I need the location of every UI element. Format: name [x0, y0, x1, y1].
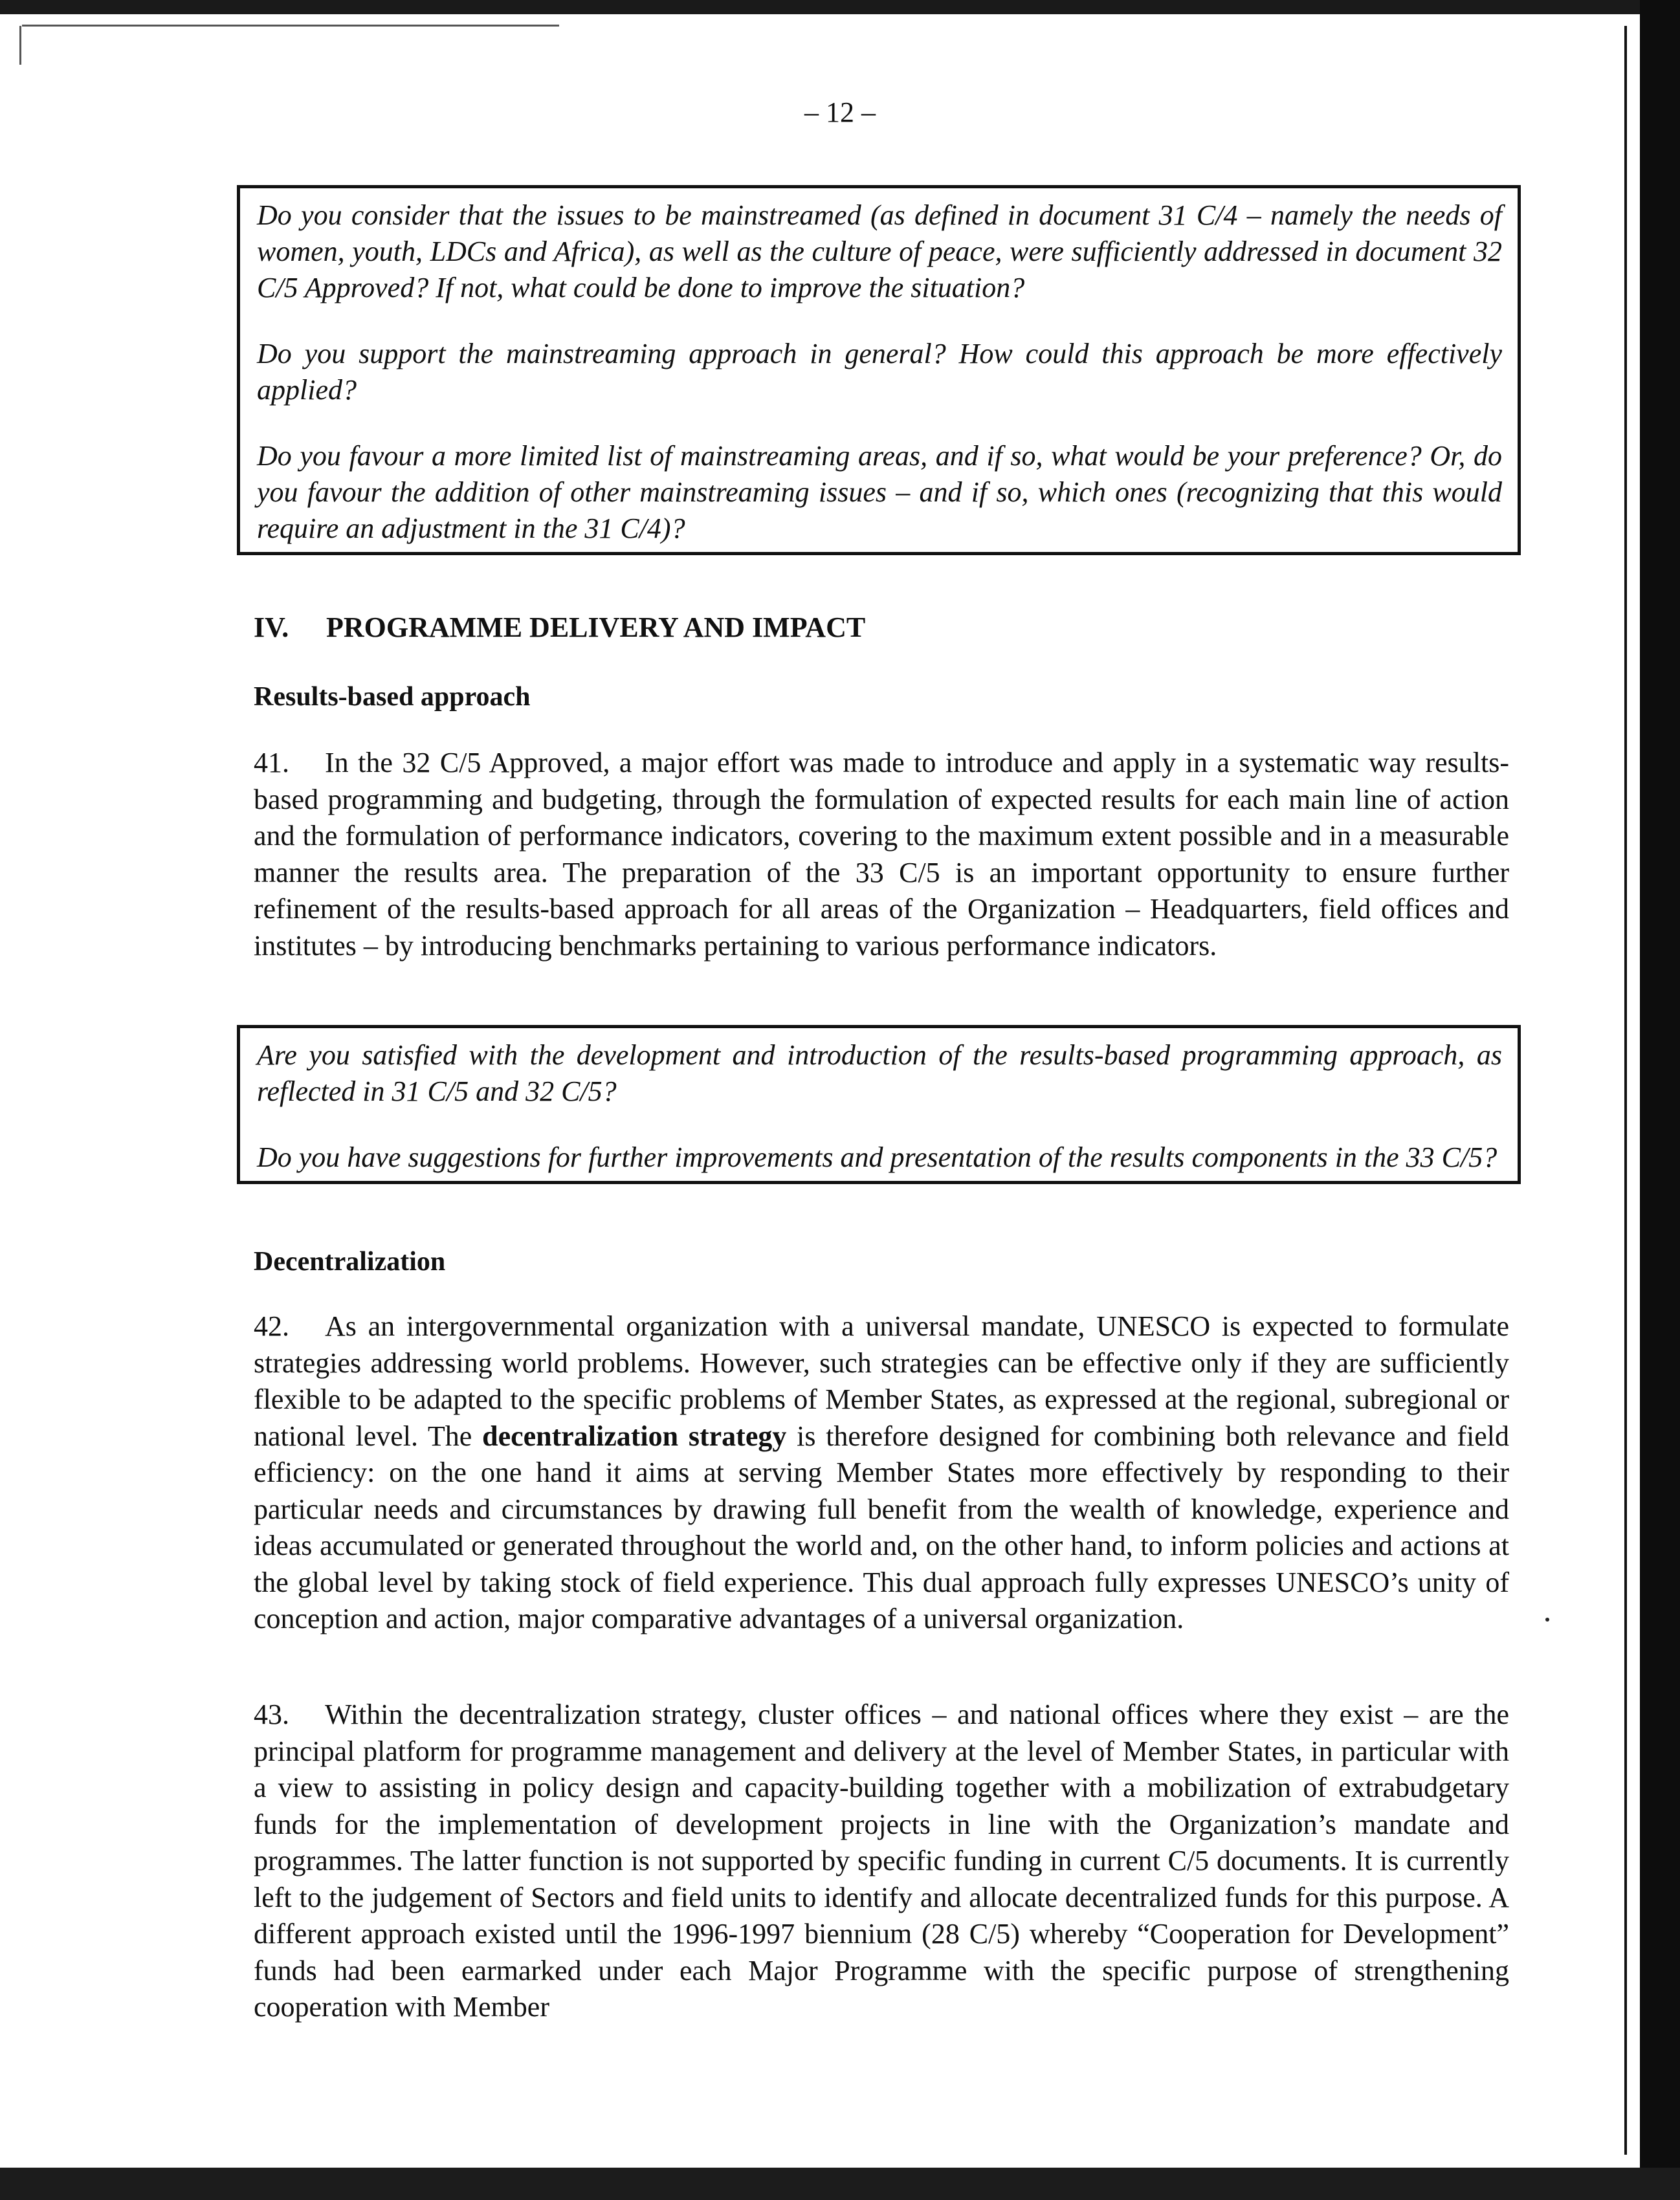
- paragraph-text: As an intergovernmental organization with a universal mandate, UNESCO is expected to formulate strategies addressing world problems. However, such strategies can be effective only if they are sufficiently flexible to be adapted to the specific problems of Member States, as expressed at the regional, subregional or national level. The: [254, 1310, 1509, 1452]
- section-title: PROGRAMME DELIVERY AND IMPACT: [326, 611, 866, 643]
- subheading-decentralization: Decentralization: [254, 1247, 446, 1277]
- scan-line-right: [1624, 26, 1627, 2155]
- scan-edge-top: [0, 0, 1680, 14]
- scan-edge-right: [1640, 0, 1680, 2200]
- scan-edge-bottom: [0, 2168, 1680, 2200]
- question-box-mainstreaming: [237, 185, 1521, 555]
- scan-speck: [1545, 1618, 1549, 1622]
- section-number: IV.: [254, 611, 289, 643]
- question-box-results: [237, 1025, 1521, 1184]
- paragraph-number: 42.: [254, 1310, 289, 1342]
- paragraph-text-continued: is therefore designed for combining both relevance and field efficiency: on the one hand it aims at serving Member States more effectively by responding to their particular needs and circumstances by drawing full benefit from the wealth of knowledge, experience and ideas accumulated or generated throughout the world and, on the other hand, to inform policies and actions at the global level by taking stock of field experience. This dual approach fully expresses UNESCO’s unity of conception and action, major comparative advantages of a universal organization.: [254, 1420, 1509, 1634]
- paragraph-number: 41.: [254, 747, 289, 778]
- page-number: – 12 –: [804, 96, 876, 128]
- paragraph-41: [254, 745, 1509, 964]
- paragraph-42: [254, 1308, 1509, 1638]
- question-mainstreaming-approach: Do you support the mainstreaming approach in general? How could this approach be more effectively applied?: [257, 338, 1502, 406]
- paragraph-text: In the 32 C/5 Approved, a major effort was made to introduce and apply in a systematic way results-based programming and budgeting, through the formulation of expected results for each main line of action and the formulation of performance indicators, covering to the maximum extent possible and in a measurable manner the results area. The preparation of the 33 C/5 is an important opportunity to ensure further refinement of the results-based approach for all areas of the Organization – Headquarters, field offices and institutes – by introducing benchmarks pertaining to various performance indicators.: [254, 747, 1509, 962]
- scan-line-left: [19, 26, 21, 65]
- scan-line-top: [22, 25, 559, 27]
- question-mainstreamed-issues: Do you consider that the issues to be mainstreamed (as defined in document 31 C/4 – namely the needs of women, youth, LDCs and Africa), as well as the culture of peace, were sufficiently addressed in document 32 C/5 Approved? If not, what could be done to improve the situation?: [257, 199, 1502, 303]
- question-results-suggestions: Do you have suggestions for further improvements and presentation of the results components in the 33 C/5?: [257, 1141, 1498, 1173]
- question-results-satisfaction: Are you satisfied with the development and introduction of the results-based programming approach, as reflected in 31 C/5 and 32 C/5?: [257, 1039, 1502, 1107]
- paragraph-number: 43.: [254, 1699, 289, 1730]
- paragraph-text: Within the decentralization strategy, cluster offices – and national offices where they exist – are the principal platform for programme management and delivery at the level of Member States, in particular with a view to assisting in policy design and capacity-building together with a mobilization of extrabudgetary funds for the implementation of development projects in line with the Organization’s mandate and programmes. The latter function is not supported by specific funding in current C/5 documents. It is currently left to the judgement of Sectors and field units to identify and allocate decentralized funds for this purpose. A different approach existed until the 1996-1997 biennium (28 C/5) whereby “Cooperation for Development” funds had been earmarked under each Major Programme with the specific purpose of strengthening cooperation with Member: [254, 1699, 1509, 2023]
- question-mainstreaming-list: Do you favour a more limited list of mainstreaming areas, and if so, what would be your preference? Or, do you favour the addition of other mainstreaming issues – and if so, which ones (recognizing that this would require an adjustment in the 31 C/4)?: [257, 440, 1502, 544]
- emphasis-decentralization-strategy: decentralization strategy: [482, 1420, 787, 1452]
- section-heading: [254, 611, 865, 644]
- subheading-results-based: Results-based approach: [254, 682, 531, 712]
- paragraph-43: [254, 1697, 1509, 2026]
